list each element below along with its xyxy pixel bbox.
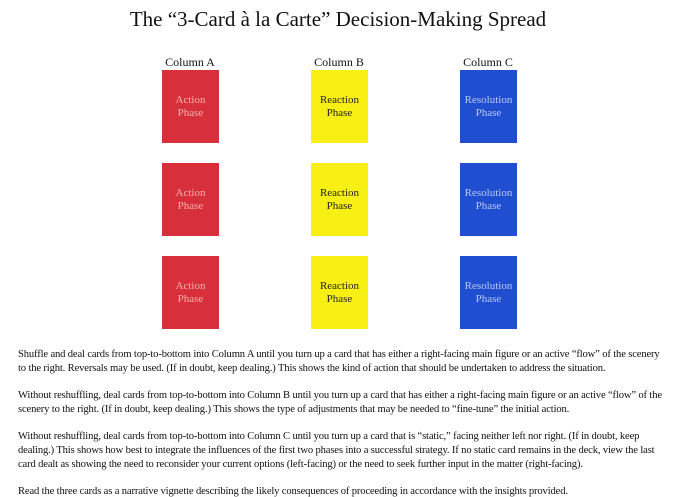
page-title: The “3-Card à la Carte” Decision-Making Spread xyxy=(129,7,547,31)
card-label: Reaction Phase xyxy=(319,186,360,212)
card-label: Resolution Phase xyxy=(464,186,513,212)
column-b-label: Column B xyxy=(314,55,364,69)
card-reaction-2 xyxy=(311,163,368,236)
card-reaction-3 xyxy=(311,256,368,329)
column-a-label: Column A xyxy=(165,55,215,69)
column-c-label: Column C xyxy=(463,55,513,69)
card-label: Resolution Phase xyxy=(464,279,513,305)
card-reaction-1 xyxy=(311,70,368,143)
card-label: Reaction Phase xyxy=(319,279,360,305)
card-resolution-3 xyxy=(460,256,517,329)
card-label: Action Phase xyxy=(175,279,206,305)
card-label: Resolution Phase xyxy=(464,93,513,119)
card-action-1 xyxy=(162,70,219,143)
card-label: Action Phase xyxy=(175,93,206,119)
card-action-2 xyxy=(162,163,219,236)
instruction-column-b: Without reshuffling, deal cards from top-to-bottom into Column B until you turn up a card that has either a right-facing main figure or an active “flow” of the scenery to the right. (If in doubt, keep dealing.) This shows the type of adjustments that may be needed to “fine-tune” the initial action. xyxy=(18,390,662,415)
card-action-3 xyxy=(162,256,219,329)
card-label: Reaction Phase xyxy=(319,93,360,119)
instruction-column-c: Without reshuffling, deal cards from top-to-bottom into Column C until you turn up a card that is “static,” facing neither left nor right. (If in doubt, keep dealing.) This shows how best to integrate the influences of the first two phases into a successful strategy. If no static card remains in the deck, view the last card dealt as showing the need to reconsider your current options (left-facing) or the need to seek further input in the matter (right-facing). xyxy=(18,431,655,470)
card-label: Action Phase xyxy=(175,186,206,212)
card-resolution-2 xyxy=(460,163,517,236)
instruction-reading: Read the three cards as a narrative vignette describing the likely consequences of proceeding in accordance with the insights provided. xyxy=(18,486,568,497)
instruction-column-a: Shuffle and deal cards from top-to-bottom into Column A until you turn up a card that has either a right-facing main figure or an active “flow” of the scenery to the right. Reversals may be used. (If in doubt, keep dealing.) This shows the kind of action that should be undertaken to address the situation. xyxy=(18,349,660,374)
card-resolution-1 xyxy=(460,70,517,143)
